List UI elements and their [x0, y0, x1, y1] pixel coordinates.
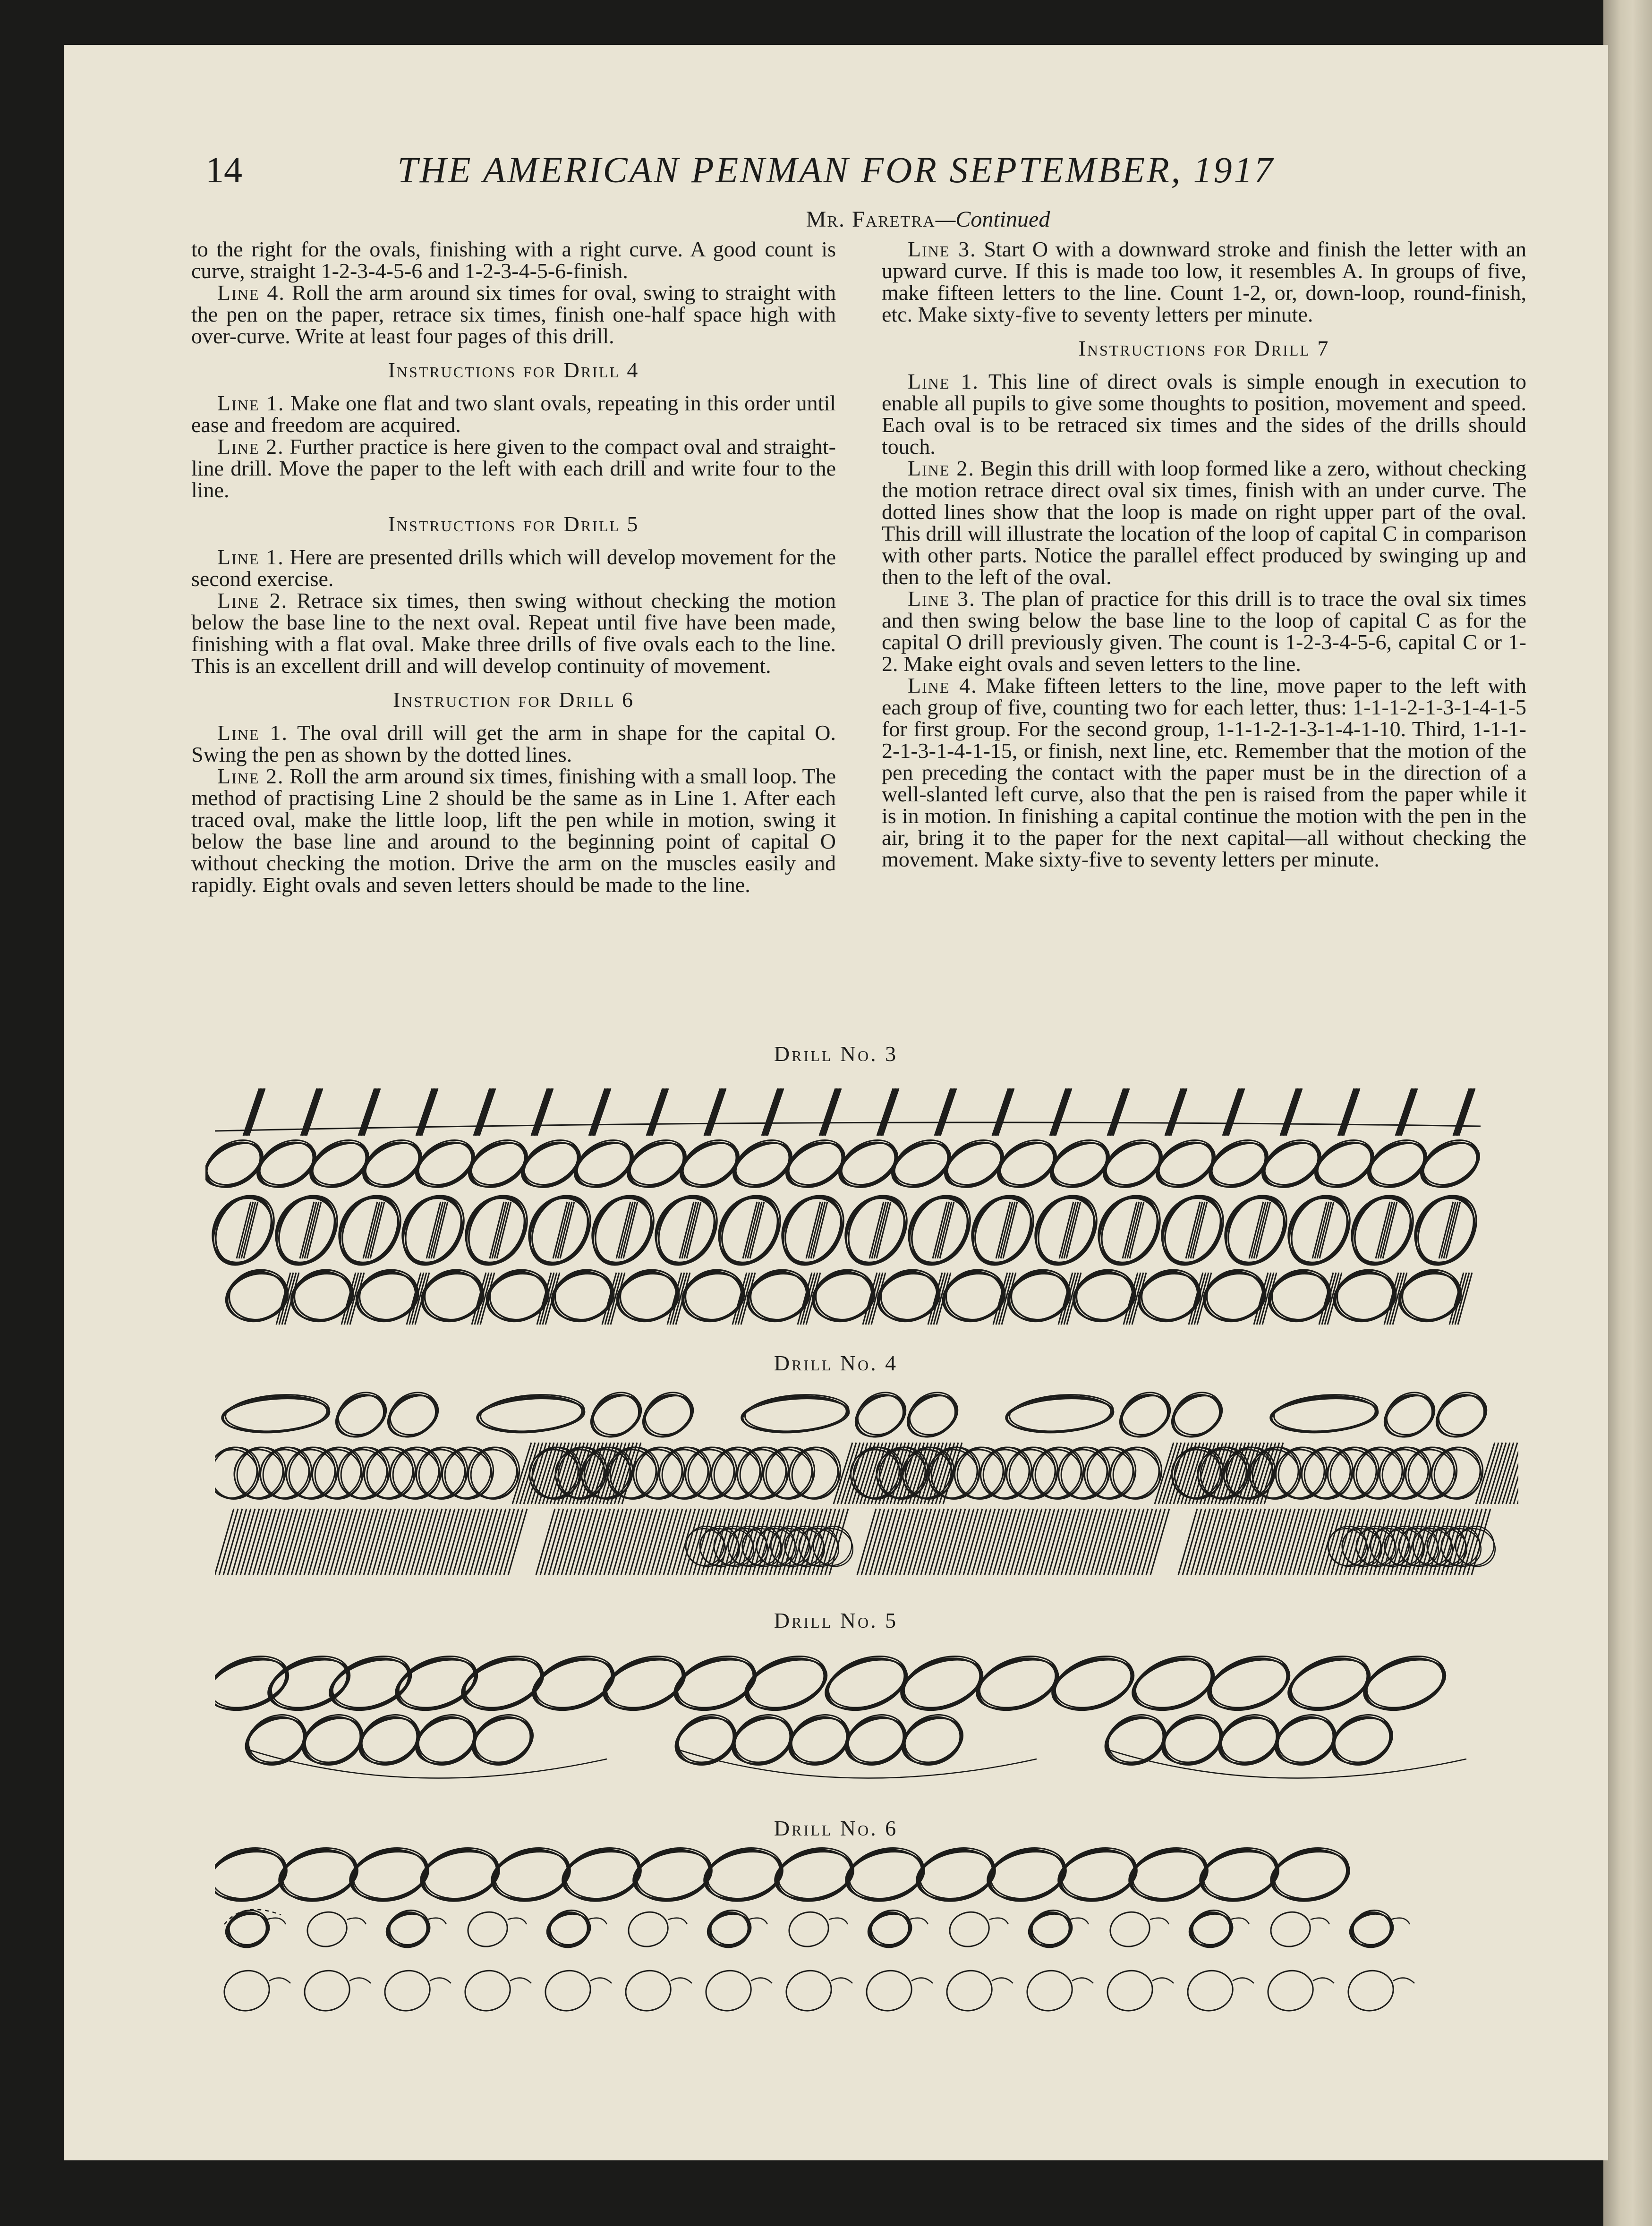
- capital-o-mark: [300, 1966, 354, 2016]
- line-label: Line 2.: [217, 588, 288, 612]
- slant-stroke-mark: [593, 1088, 609, 1136]
- oval-mark: [671, 1707, 742, 1770]
- slant-stroke-mark: [245, 1088, 261, 1136]
- loop-mark: [590, 1978, 612, 1983]
- capital-o-mark: [1107, 1908, 1154, 1951]
- slant-stroke-mark: [936, 1088, 952, 1136]
- slant-stroke-mark: [937, 1088, 954, 1136]
- capital-o-mark: [464, 1908, 511, 1951]
- loop-mark: [989, 1918, 1008, 1924]
- slant-stroke-mark: [821, 1088, 837, 1136]
- slant-stroke-mark: [708, 1088, 724, 1136]
- loop-mark: [671, 1978, 692, 1983]
- straight-line-drill-mark: [1499, 1443, 1517, 1504]
- slant-stroke-mark: [822, 1088, 838, 1136]
- slant-stroke-mark: [1342, 1088, 1358, 1136]
- paragraph-line-3: [882, 238, 1526, 325]
- slant-stroke-mark: [939, 1088, 955, 1136]
- slant-stroke-mark: [1167, 1088, 1183, 1136]
- paragraph-drill4-line-1: [191, 392, 836, 436]
- slant-stroke-mark: [1226, 1088, 1242, 1136]
- oval-mark: [898, 1707, 969, 1770]
- slant-stroke-mark: [1224, 1088, 1240, 1136]
- slant-stroke-mark: [1400, 1088, 1416, 1136]
- paragraph-text: The oval drill will get the arm in shape for the capital O. Swing the pen as shown by the dotted lines.: [191, 721, 836, 766]
- slant-stroke-mark: [247, 1088, 264, 1136]
- slant-stroke-mark: [766, 1088, 782, 1136]
- oval-mark: [1360, 1650, 1451, 1720]
- drill-5-instructions-heading: Instructions for Drill 5: [388, 512, 639, 536]
- oval-mark: [784, 1707, 856, 1770]
- drill-4-instructions-heading: Instructions for Drill 4: [388, 358, 639, 382]
- drill-5-plate: [215, 1641, 1518, 1830]
- line-label: Line 4.: [217, 280, 285, 305]
- loop-mark: [1393, 1978, 1414, 1983]
- drill-6-plate: [215, 1844, 1518, 2023]
- drill-4-plate: [215, 1386, 1518, 1589]
- oval-mark: [1101, 1707, 1172, 1770]
- slant-stroke-mark: [1169, 1088, 1185, 1136]
- paragraph-drill7-line-2: [882, 458, 1526, 588]
- loop-mark: [588, 1918, 607, 1924]
- oval-mark: [728, 1707, 799, 1770]
- slant-stroke-mark: [1285, 1088, 1301, 1136]
- slant-stroke-mark: [420, 1088, 436, 1136]
- oval-mark: [241, 1707, 313, 1770]
- loop-mark: [749, 1918, 767, 1924]
- line-label: Line 4.: [908, 673, 978, 697]
- loop-mark: [1391, 1918, 1410, 1924]
- paragraph-line-4: [191, 282, 836, 347]
- slant-stroke-mark: [651, 1088, 667, 1136]
- oval-mark: [1328, 1707, 1399, 1770]
- capital-o-mark: [785, 1908, 833, 1951]
- slant-stroke-mark: [536, 1088, 552, 1136]
- loop-mark: [349, 1978, 371, 1983]
- oval-mark: [1284, 1650, 1375, 1720]
- paragraph-drill5-line-2: [191, 590, 836, 677]
- slant-stroke-mark: [1112, 1088, 1128, 1136]
- slant-stroke-mark: [417, 1088, 434, 1136]
- slant-stroke-mark: [995, 1088, 1011, 1136]
- drill-7-instructions-heading: Instructions for Drill 7: [1078, 336, 1330, 360]
- slant-stroke-mark: [475, 1088, 491, 1136]
- magazine-page: [64, 45, 1608, 2160]
- slant-stroke-mark: [477, 1088, 493, 1136]
- slant-stroke-mark: [1051, 1088, 1067, 1136]
- oval-mark: [821, 1650, 912, 1720]
- straight-line-drill-mark: [1487, 1443, 1506, 1504]
- paragraph-drill6-line-1: [191, 722, 836, 765]
- slant-stroke-mark: [1455, 1088, 1471, 1136]
- paragraph-drill7-line-1: [882, 371, 1526, 458]
- slant-stroke-mark: [1110, 1088, 1126, 1136]
- flat-oval-mark: [221, 1394, 329, 1435]
- oval-mark: [897, 1650, 988, 1720]
- swing-curve-mark: [1107, 1750, 1466, 1778]
- paragraph-text: Roll the arm around six times for oval, swing to straight with the pen on the paper, retrace six times, finish one-half space high with over-curve. Write at least four pages of this drill.: [191, 280, 836, 348]
- oval-mark: [1271, 1707, 1342, 1770]
- slant-stroke-mark: [649, 1088, 665, 1136]
- paragraph-text: Further practice is here given to the compact oval and straight-line drill. Move the paper to the left with each drill and write four to the line.: [191, 434, 836, 502]
- capital-o-mark: [782, 1966, 835, 2016]
- right-column: [882, 238, 1526, 870]
- swing-curve-mark: [678, 1750, 1037, 1778]
- intro-paragraph: to the right for the ovals, finishing with a right curve. A good count is curve, straight 1-2-3-4-5-6 and 1-2-3-4-5-6-finish.: [191, 237, 836, 283]
- section-heading-continued: —Continued: [935, 207, 1050, 232]
- paragraph-text: Start O with a downward stroke and finish the letter with an upward curve. If this is made too low, it resembles A. In groups of five, make fifteen letters to the line. Count 1-2, or, down-loop, round-finish, etc. Make sixty-five to seventy letters per minute.: [882, 237, 1526, 326]
- slant-stroke-mark: [419, 1088, 435, 1136]
- capital-o-mark: [220, 1966, 273, 2016]
- line-label: Line 1.: [217, 391, 285, 415]
- slant-stroke-mark: [1339, 1088, 1355, 1136]
- capital-o-mark: [946, 1908, 993, 1951]
- loop-mark: [510, 1978, 531, 1983]
- slant-stroke-mark: [592, 1088, 608, 1136]
- straight-line-drill-mark: [834, 1443, 852, 1504]
- paragraph-drill7-line-4: [882, 675, 1526, 870]
- capital-o-mark: [625, 1908, 672, 1951]
- slant-stroke-mark: [478, 1088, 494, 1136]
- loop-mark: [909, 1918, 928, 1924]
- paragraph-text: The plan of practice for this drill is to trace the oval six times and then swing below the base line to the loop of capital C as for the capital O drill previously given. The count is 1-2-3-4-5-6, capital C or 1-2. Make eight ovals and seven letters to the line.: [882, 586, 1527, 676]
- capital-o-mark: [1263, 1966, 1317, 2016]
- line-label: Line 1.: [217, 545, 284, 569]
- section-heading-name: Mr. Faretra: [806, 207, 936, 232]
- slant-stroke-mark: [880, 1088, 896, 1136]
- oval-mark: [1214, 1707, 1286, 1770]
- slant-stroke-mark: [1168, 1088, 1184, 1136]
- line-label: Line 1.: [908, 369, 979, 393]
- capital-o-mark: [1344, 1966, 1397, 2016]
- slant-stroke-mark: [1054, 1088, 1070, 1136]
- slant-stroke-mark: [763, 1088, 779, 1136]
- capital-o-mark: [1103, 1966, 1157, 2016]
- oval-mark: [741, 1650, 832, 1720]
- straight-line-drill-mark: [1483, 1443, 1502, 1504]
- loop-mark: [751, 1978, 772, 1983]
- slant-stroke-mark: [534, 1088, 550, 1136]
- slant-stroke-mark: [590, 1088, 606, 1136]
- line-label: Line 2.: [908, 456, 975, 480]
- straight-line-drill-mark: [512, 1443, 531, 1504]
- slant-stroke-mark: [246, 1088, 262, 1136]
- oval-mark: [841, 1707, 912, 1770]
- flat-oval-mark: [1005, 1394, 1113, 1435]
- straight-line-drill-mark: [1476, 1443, 1495, 1504]
- loop-mark: [829, 1918, 848, 1924]
- slant-stroke-mark: [824, 1088, 840, 1136]
- slant-stroke-mark: [881, 1088, 897, 1136]
- loop-mark: [508, 1918, 527, 1924]
- capital-o-mark: [460, 1966, 514, 2016]
- capital-o-mark: [862, 1966, 916, 2016]
- oval-mark: [468, 1707, 539, 1770]
- slant-stroke-mark: [996, 1088, 1013, 1136]
- section-heading: [725, 206, 1131, 232]
- loop-mark: [269, 1978, 290, 1983]
- loop-mark: [668, 1918, 687, 1924]
- flat-oval-mark: [476, 1394, 584, 1435]
- slant-stroke-mark: [1109, 1088, 1125, 1136]
- slant-stroke-mark: [1456, 1088, 1472, 1136]
- running-head: THE AMERICAN PENMAN FOR SEPTEMBER, 1917: [397, 149, 1275, 190]
- drill-4-title: Drill No. 4: [774, 1351, 898, 1375]
- page-number: 14: [205, 149, 242, 190]
- straight-line-drill-mark: [1495, 1443, 1514, 1504]
- straight-line-drill-mark: [1491, 1443, 1510, 1504]
- capital-o-mark: [621, 1966, 675, 2016]
- paragraph-drill6-line-2: [191, 765, 836, 896]
- capital-o-mark: [942, 1966, 996, 2016]
- slant-stroke-mark: [994, 1088, 1010, 1136]
- slant-stroke-mark: [1053, 1088, 1069, 1136]
- paragraph-drill4-line-2: [191, 436, 836, 501]
- drill-6-title: Drill No. 6: [774, 1816, 898, 1840]
- line-label: Line 1.: [217, 721, 288, 745]
- capital-o-mark: [541, 1966, 595, 2016]
- slant-stroke-mark: [1283, 1088, 1299, 1136]
- paragraph-drill5-line-1: [191, 546, 836, 590]
- left-column: [191, 238, 836, 896]
- loop-mark: [1311, 1918, 1329, 1924]
- oval-mark: [355, 1707, 426, 1770]
- oval-mark: [1204, 1650, 1295, 1720]
- scan-background-right-page-edge: [1603, 0, 1652, 2226]
- slant-stroke-mark: [1227, 1088, 1243, 1136]
- paragraph-text: Here are presented drills which will develop movement for the second exercise.: [191, 545, 836, 591]
- slant-stroke-mark: [878, 1088, 894, 1136]
- flat-oval-mark: [740, 1394, 849, 1435]
- loop-mark: [911, 1978, 933, 1983]
- oval-mark: [222, 1267, 293, 1327]
- paragraph-text: Make one flat and two slant ovals, repeating in this order until ease and freedom are acquired.: [191, 391, 836, 437]
- oval-mark: [392, 1650, 483, 1720]
- oval-mark: [298, 1707, 369, 1770]
- loop-mark: [992, 1978, 1013, 1983]
- oval-mark: [1048, 1650, 1139, 1720]
- slant-stroke-mark: [533, 1088, 549, 1136]
- loop-mark: [1313, 1978, 1334, 1983]
- slant-stroke-mark: [648, 1088, 664, 1136]
- loop-mark: [1150, 1918, 1169, 1924]
- connecting-curve-mark: [215, 1122, 1481, 1131]
- loop-mark: [267, 1918, 286, 1924]
- capital-o-mark: [380, 1966, 434, 2016]
- line-label: Line 2.: [217, 434, 284, 459]
- capital-o-mark: [701, 1966, 755, 2016]
- slant-stroke-mark: [1397, 1088, 1413, 1136]
- oval-mark: [972, 1650, 1064, 1720]
- drill-6-instructions-heading: Instruction for Drill 6: [392, 688, 635, 712]
- drill-3-plate: [205, 1079, 1509, 1329]
- swing-curve-mark: [248, 1750, 607, 1778]
- paragraph-text: This line of direct ovals is simple enough in execution to enable all pupils to give some thoughts to position, movement and speed. Each oval is to be retraced six times and the sides of the drills should touch.: [882, 369, 1526, 459]
- oval-mark: [411, 1707, 483, 1770]
- oval-mark: [1128, 1650, 1219, 1720]
- straight-line-drill-mark: [1155, 1443, 1174, 1504]
- slant-stroke-mark: [1457, 1088, 1473, 1136]
- loop-mark: [1070, 1918, 1089, 1924]
- slant-stroke-mark: [1341, 1088, 1357, 1136]
- loop-mark: [831, 1978, 852, 1983]
- loop-mark: [1072, 1978, 1093, 1983]
- slant-stroke-mark: [707, 1088, 723, 1136]
- line-label: Line 2.: [217, 764, 284, 788]
- line-label: Line 3.: [908, 586, 976, 611]
- slant-stroke-mark: [765, 1088, 781, 1136]
- paragraph-drill7-line-3: [882, 588, 1526, 675]
- line-label: Line 3.: [908, 237, 977, 261]
- capital-o-mark: [1183, 1966, 1237, 2016]
- slant-stroke-mark: [1282, 1088, 1298, 1136]
- paragraph-text: Begin this drill with loop formed like a zero, without checking the motion retrace direct oval six times, finish with an under curve. The dotted lines show that the loop is made on right upper part of the oval. This drill will illustrate the location of the loop of capital C in comparison with other parts. Notice the parallel effect produced by swinging up and then to the left of the oval.: [882, 456, 1526, 589]
- loop-mark: [430, 1978, 451, 1983]
- loop-mark: [347, 1918, 366, 1924]
- drill-3-title: Drill No. 3: [774, 1042, 898, 1066]
- slant-stroke-mark: [1398, 1088, 1414, 1136]
- flat-oval-mark: [1269, 1394, 1378, 1435]
- loop-mark: [1233, 1978, 1254, 1983]
- capital-o-mark: [304, 1908, 351, 1951]
- paragraph-text: Make fifteen letters to the line, move paper to the left with each group of five, counting two for each letter, thus: 1-1-1-2-1-3-1-4-1-5 for first group. For the second group, 1-1-1-2-1-3-1-4-1-10. Third, 1-1-1-2-1-3-1-4-1-15, or finish, next line, etc. Remember that the motion of the pen preceding the contact with the paper must be in the direction of a well-slanted left curve, also that the pen is raised from the paper while it is in motion. In finishing a capital continue the motion with the pen in the air, bring it to the paper for the next capital—all without checking the movement. Make sixty-five to seventy letters per minute.: [882, 673, 1526, 871]
- loop-mark: [1230, 1918, 1249, 1924]
- capital-o-mark: [1267, 1908, 1314, 1951]
- oval-mark: [1158, 1707, 1229, 1770]
- slant-stroke-mark: [706, 1088, 722, 1136]
- loop-mark: [427, 1918, 446, 1924]
- paragraph-text: Roll the arm around six times, finishing with a small loop. The method of practising Line 2 should be the same as in Line 1. After each traced oval, make the little loop, lift the pen while in motion, swing it below the base line and around to the beginning point of capital O without checking the motion. Drive the arm on the muscles easily and rapidly. Eight ovals and seven letters should be made to the line.: [191, 764, 836, 897]
- paragraph-text: Retrace six times, then swing without checking the motion below the base line to the next oval. Repeat until five have been made, finishing with a flat oval. Make three drills of five ovals each to the line. This is an excellent drill and will develop continuity of movement.: [191, 588, 836, 678]
- drill-5-title: Drill No. 5: [774, 1608, 898, 1632]
- capital-o-mark: [1022, 1966, 1076, 2016]
- loop-mark: [1152, 1978, 1174, 1983]
